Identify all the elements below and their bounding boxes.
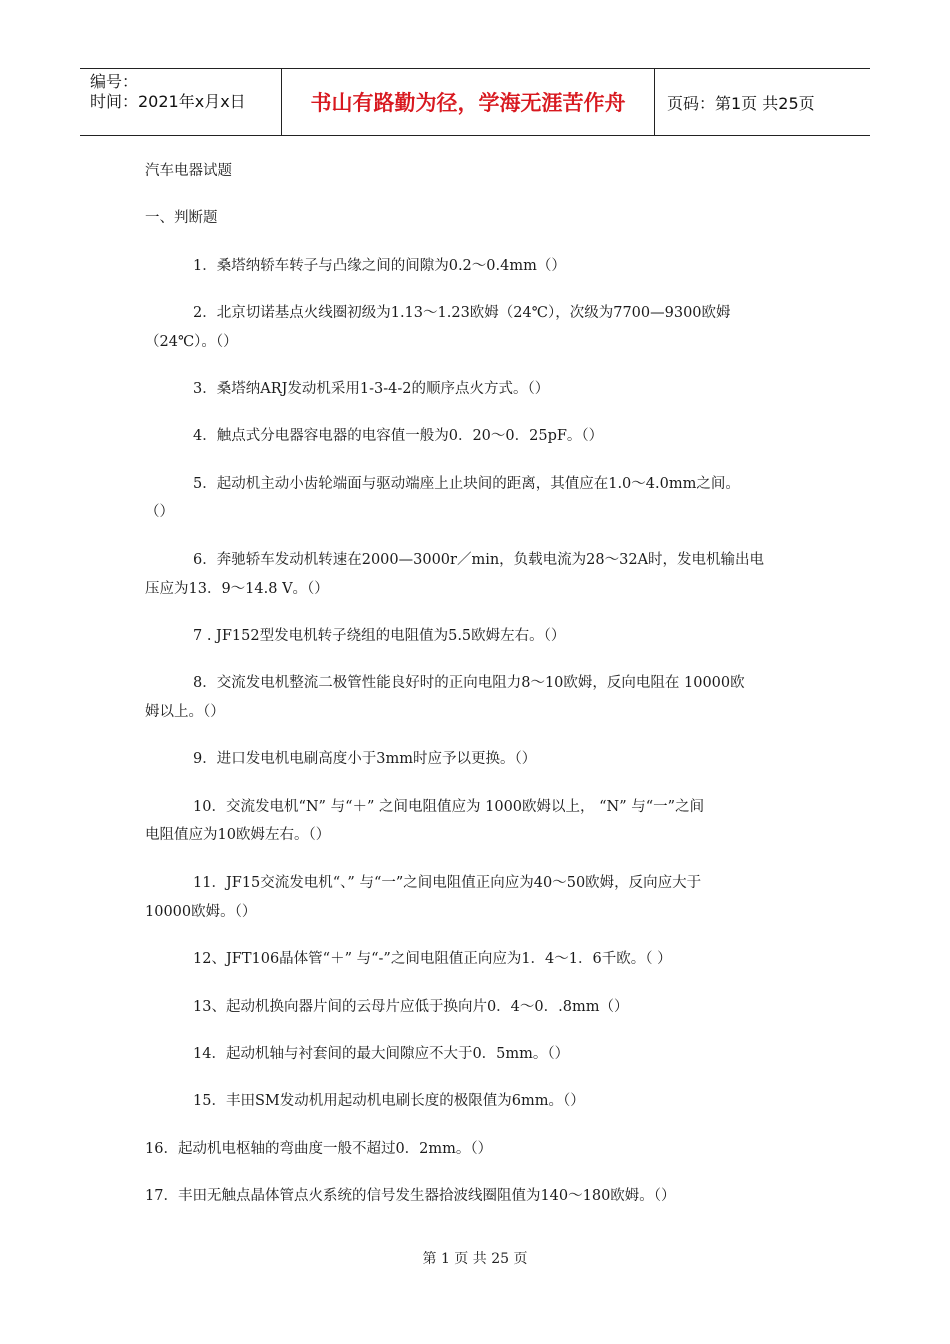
section-heading: 一、判断题 <box>145 210 218 226</box>
question-6: 6．奔驰轿车发动机转速在2000—3000r／min，负载电流为28～32A时，发电机输出电 <box>193 552 765 568</box>
page-header <box>80 68 870 136</box>
header-motto: 书山有路勤为径，学海无涯苦作舟 <box>282 69 655 135</box>
document-number-label: 编号： <box>90 72 139 91</box>
question-9: 9．进口发电机电刷高度小于3mm时应予以更换。（） <box>193 751 537 767</box>
question-16: 16．起动机电枢轴的弯曲度一般不超过0．2mm。（） <box>145 1141 493 1157</box>
question-8-continued: 姆以上。（） <box>145 704 225 720</box>
question-7: 7 . JF152型发电机转子绕组的电阻值为5.5欧姆左右。（） <box>193 628 566 644</box>
question-3: 3．桑塔纳ARJ发动机采用1-3-4-2的顺序点火方式。（） <box>193 381 550 397</box>
question-10-continued: 电阻值应为10欧姆左右。（） <box>145 827 331 843</box>
header-page-info: 页码：第1页 共25页 <box>667 93 815 113</box>
question-17: 17．丰田无触点晶体管点火系统的信号发生器拾波线圈阻值为140～180欧姆。（） <box>145 1188 676 1204</box>
question-11: 11．JF15交流发电机“、” 与“一”之间电阻值正向应为40～50欧姆，反向应大于 <box>193 875 702 891</box>
question-2-continued: （24℃）。（） <box>145 334 238 350</box>
question-4: 4．触点式分电器容电器的电容值一般为0．20～0．25pF。（） <box>193 428 604 444</box>
question-6-continued: 压应为13．9～14.8 V。（） <box>145 581 329 597</box>
header-meta <box>80 69 282 135</box>
question-1: 1．桑塔纳轿车转子与凸缘之间的间隙为0.2～0.4mm（） <box>193 258 566 274</box>
document-title: 汽车电器试题 <box>145 163 232 179</box>
page-footer: 第 1 页 共 25 页 <box>422 1251 528 1267</box>
document-time-label: 时间：2021年x月x日 <box>90 92 246 111</box>
question-15: 15．丰田SM发动机用起动机电刷长度的极限值为6mm。（） <box>193 1093 585 1109</box>
question-10: 10．交流发电机“N” 与“＋” 之间电阻值应为 1000欧姆以上， “N” 与“一”之间 <box>193 799 705 815</box>
question-12: 12、JFT106晶体管“＋” 与“-”之间电阻值正向应为1．4～1．6千欧。（ ） <box>193 951 672 967</box>
question-8: 8．交流发电机整流二极管性能良好时的正向电阻力8～10欧姆，反向电阻在 10000欧 <box>193 675 745 691</box>
question-13: 13、起动机换向器片间的云母片应低于换向片0．4～0．.8mm（） <box>193 999 629 1015</box>
question-14: 14．起动机轴与衬套间的最大间隙应不大于0．5mm。（） <box>193 1046 570 1062</box>
question-2: 2．北京切诺基点火线圈初级为1.13～1.23欧姆（24℃），次级为7700—9300欧姆 <box>193 305 731 321</box>
question-11-continued: 10000欧姆。（） <box>145 904 257 920</box>
question-5: 5．起动机主动小齿轮端面与驱动端座上止块间的距离，其值应在1.0～4.0mm之间。 <box>193 476 740 492</box>
question-5-continued: （） <box>145 504 174 520</box>
